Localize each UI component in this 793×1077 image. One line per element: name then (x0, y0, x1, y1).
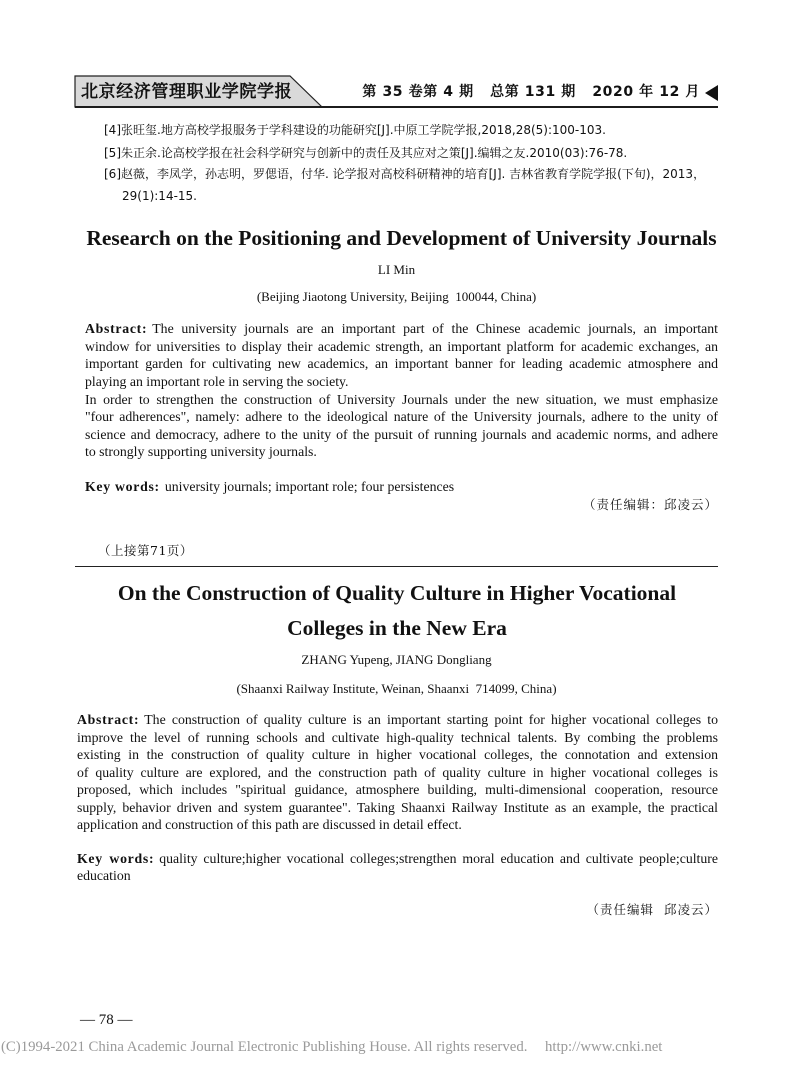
reference-item: [6]赵薇，李凤学，孙志明，罗偲语，付华. 论学报对高校科研精神的培育[J]. 吉林省教育学院学报(下旬)，2013， (104, 167, 706, 181)
keywords-line: education (77, 868, 131, 883)
abstract-line: improve the level of running schools and cultivate high-quality technical talents. By combing the problems (77, 729, 718, 745)
abstract-line (77, 711, 718, 729)
editor-note: （责任编辑 邱凌云） (586, 902, 718, 917)
reference-item: [5]朱正余.论高校学报在社会科学研究与创新中的责任及其应对之策[J].编辑之友.2010(03):76-78. (104, 146, 628, 160)
abstract-line: playing an important role in serving the society. (85, 373, 349, 389)
abstract-line (85, 320, 718, 338)
copyright-notice: (C)1994-2021 China Academic Journal Electronic Publishing House. All rights reserved. (1, 1039, 528, 1055)
article-title: Research on the Positioning and Development of University Journals (86, 226, 717, 250)
article-title: On the Construction of Quality Culture in Higher Vocational Colleges in the New Era (117, 580, 677, 640)
header-rule (75, 106, 718, 108)
keywords (85, 478, 718, 496)
abstract-line: of quality culture are explored, and the construction path of quality culture in higher vocational colleges is (77, 764, 718, 780)
reference-item: [4]张旺玺.地方高校学报服务于学科建设的功能研究[J].中原工学院学报,2018,28(5):100-103. (104, 123, 606, 137)
abstract-label: Abstract: (77, 712, 140, 727)
continued-from-note: （上接第71页） (98, 543, 193, 558)
abstract-line: "four adherences", namely: adhere to the ideological nature of the University journals, adhere to the unity of (85, 409, 718, 425)
abstract-label: Abstract: (85, 321, 148, 337)
abstract (77, 711, 718, 834)
abstract-line: science and democracy, adhere to the unity of the pursuit of running journals and academic norms, and adhere (85, 426, 718, 442)
abstract-line: application and construction of this path are discussed in detail effect. (77, 817, 462, 832)
reference-item-continuation: 29(1):14-15. (122, 189, 197, 203)
publisher-url: http://www.cnki.net (545, 1039, 663, 1055)
abstract-line: supply, behavior driven and system guarantee". Taking Shaanxi Railway Institute as an example, the practical (77, 799, 718, 815)
keywords-line (77, 850, 718, 867)
abstract-line: important garden for cultivating new academics, an important banner for leading academic atmosphere and (85, 356, 718, 372)
abstract-line: existing in the construction of quality culture in higher vocational colleges, the connotation and extension (77, 747, 718, 762)
page-number: — 78 — (80, 1012, 133, 1028)
abstract-line: In order to strengthen the construction of University Journals under the new situation, we must emphasize (85, 391, 718, 407)
triangle-left-icon (705, 85, 718, 101)
keywords-text: quality culture;higher vocational colleges;strengthen moral education and cultivate people;culture (159, 851, 719, 866)
keywords-label: Key words: (85, 479, 160, 494)
abstract-line: window for universities to display their academic strength, an important platform for academic exchanges, an (85, 338, 718, 354)
abstract (85, 320, 718, 461)
article-author: LI Min (377, 262, 416, 277)
article-affiliation: (Beijing Jiaotong University, Beijing 100044, China) (256, 289, 537, 304)
abstract-text: The university journals are an important part of the Chinese academic journals, an important (152, 321, 718, 337)
keywords-line (85, 478, 718, 496)
article-affiliation: (Shaanxi Railway Institute, Weinan, Shaanxi 714099, China) (236, 681, 557, 696)
keywords-text: university journals; important role; four persistences (164, 479, 455, 494)
editor-note: （责任编辑：邱凌云） (582, 497, 718, 512)
abstract-text: The construction of quality culture is an important starting point for higher vocational colleges to (144, 712, 718, 727)
keywords (77, 850, 718, 884)
article-authors: ZHANG Yupeng, JIANG Dongliang (301, 652, 492, 667)
keywords-label: Key words: (77, 851, 155, 866)
abstract-line: to strongly supporting university journals. (85, 444, 317, 460)
journal-name: 北京经济管理职业学院学报 (81, 82, 293, 102)
abstract-line: proposed, which includes "spiritual guidance, atmosphere building, multi-dimensional cooperation, resource (77, 782, 718, 797)
section-rule (75, 566, 718, 568)
issue-info: 第 35 卷第 4 期 总第 131 期 2020 年 12 月 (362, 84, 700, 100)
